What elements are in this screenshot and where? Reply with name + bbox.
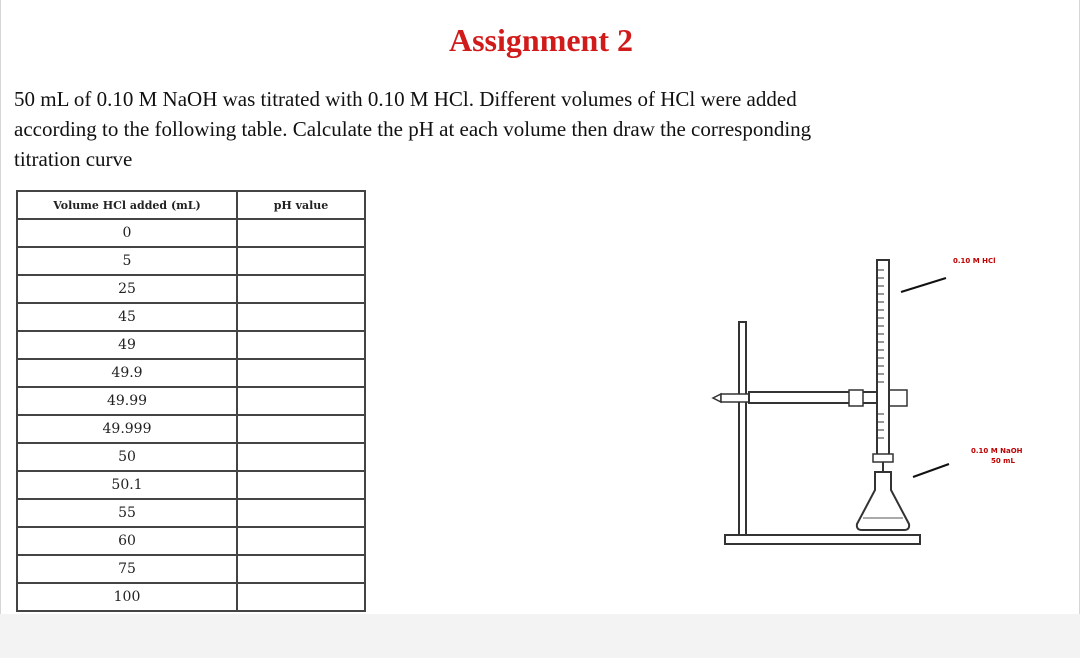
ph-cell[interactable] [237, 247, 365, 275]
ph-cell[interactable] [237, 415, 365, 443]
volume-cell: 49.999 [17, 415, 237, 443]
problem-line-1: 50 mL of 0.10 M NaOH was titrated with 0.10 M HCl. Different volumes of HCl were added [14, 87, 797, 111]
ph-cell[interactable] [237, 527, 365, 555]
page-title: Assignment 2 [448, 22, 633, 58]
volume-cell: 50 [17, 443, 237, 471]
clamp-jaw [889, 390, 907, 406]
volume-cell: 49.9 [17, 359, 237, 387]
volume-cell: 45 [17, 303, 237, 331]
titration-apparatus-illustration [701, 240, 1071, 560]
ph-cell[interactable] [237, 219, 365, 247]
ph-cell[interactable] [237, 443, 365, 471]
table-row [17, 555, 365, 583]
clamp-holder [849, 390, 863, 406]
titration-table [16, 190, 366, 612]
volume-header: Volume HCl added (mL) [17, 191, 237, 219]
ph-cell[interactable] [237, 275, 365, 303]
table-row [17, 303, 365, 331]
table-row [17, 443, 365, 471]
burette-pointer-line [901, 278, 946, 292]
volume-cell: 55 [17, 499, 237, 527]
table-header-row [17, 191, 365, 219]
volume-cell: 5 [17, 247, 237, 275]
erlenmeyer-flask [857, 472, 909, 530]
clamp-arm [749, 392, 889, 403]
ph-cell[interactable] [237, 499, 365, 527]
volume-cell: 0 [17, 219, 237, 247]
bottom-margin [0, 614, 1080, 658]
flask-pointer-line [913, 464, 949, 477]
ph-cell[interactable] [237, 583, 365, 611]
table-row [17, 219, 365, 247]
table-row [17, 275, 365, 303]
volume-cell: 49.99 [17, 387, 237, 415]
table-row [17, 415, 365, 443]
table-row [17, 359, 365, 387]
table-row [17, 527, 365, 555]
problem-line-2: according to the following table. Calculate the pH at each volume then draw the corresponding [14, 117, 812, 141]
table-row [17, 583, 365, 611]
volume-cell: 60 [17, 527, 237, 555]
flask-label-line-1: 0.10 M NaOH [971, 447, 1023, 455]
volume-cell: 25 [17, 275, 237, 303]
volume-cell: 49 [17, 331, 237, 359]
ph-cell[interactable] [237, 387, 365, 415]
volume-cell: 100 [17, 583, 237, 611]
clamp-screw [713, 394, 721, 402]
stopcock [873, 454, 893, 462]
burette-label: 0.10 M HCl [953, 257, 996, 265]
problem-line-3: titration curve [14, 147, 133, 171]
table-row [17, 331, 365, 359]
table-row [17, 247, 365, 275]
ph-header: pH value [237, 191, 365, 219]
problem-statement [14, 84, 974, 174]
ph-cell[interactable] [237, 471, 365, 499]
flask-label-line-2: 50 mL [991, 457, 1015, 465]
ph-cell[interactable] [237, 555, 365, 583]
table-row [17, 387, 365, 415]
stand-base [725, 535, 920, 544]
ph-cell[interactable] [237, 359, 365, 387]
ph-cell[interactable] [237, 331, 365, 359]
stand-rod [739, 322, 746, 535]
table-row [17, 471, 365, 499]
volume-cell: 75 [17, 555, 237, 583]
table-row [17, 499, 365, 527]
volume-cell: 50.1 [17, 471, 237, 499]
ph-cell[interactable] [237, 303, 365, 331]
clamp-boss [721, 394, 749, 402]
